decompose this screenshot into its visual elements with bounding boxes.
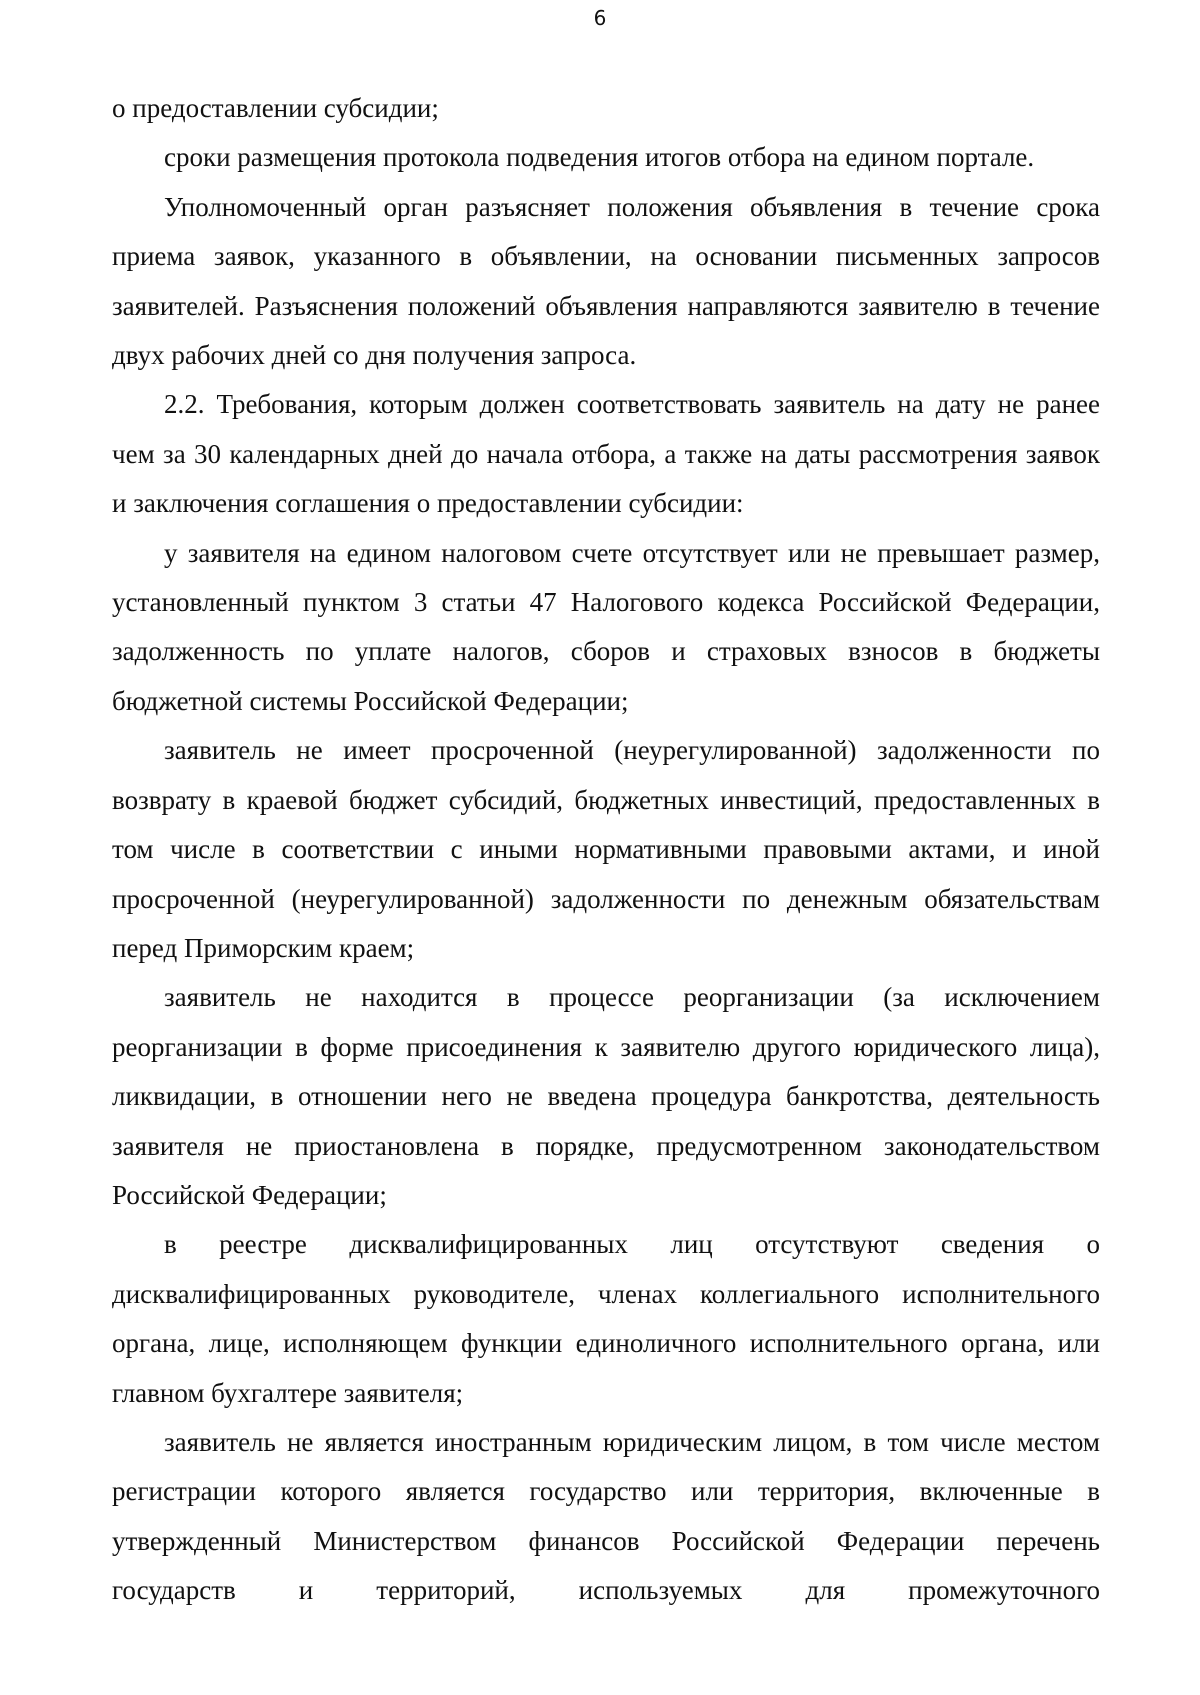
page-number: 6 bbox=[593, 6, 607, 30]
paragraph-disqualified-persons: в реестре дисквалифицированных лиц отсутствуют сведения о дисквалифицированных руководителе, членах коллегиального исполнительного органа, лице, исполняющем функции единоличного исполнительного органа, или главном бухгалтере заявителя; bbox=[112, 1229, 1100, 1408]
paragraph-foreign-entity: заявитель не является иностранным юридическим лицом, в том числе местом регистрации которого является государство или территория, включенные в утвержденный Министерством финансов Российской Федерации перечень государств и территорий, используемых для промежуточного bbox=[112, 1426, 1100, 1606]
paragraph-section-2-2: 2.2. Требования, которым должен соответствовать заявитель на дату не ранее чем за 30 календарных дней до начала отбора, а также на даты рассмотрения заявок и заключения соглашения о предоставлении субсидии: bbox=[112, 389, 1100, 519]
paragraph-reorganization: заявитель не находится в процессе реорганизации (за исключением реорганизации в форме присоединения к заявителю другого юридического лица), ликвидации, в отношении него не введена процедура банкротства, деятельность заявителя не приостановлена в порядке, предусмотренном законодательством Российской Федерации; bbox=[112, 982, 1100, 1210]
document-body bbox=[112, 84, 1100, 1616]
paragraph-protocol-terms: сроки размещения протокола подведения итогов отбора на едином портале. bbox=[164, 142, 1035, 173]
paragraph-subsidy-provision: о предоставлении субсидии; bbox=[112, 93, 439, 123]
paragraph-tax-debt: у заявителя на едином налоговом счете отсутствует или не превышает размер, установленный пунктом 3 статьи 47 Налогового кодекса Российской Федерации, задолженность по уплате налогов, сборов и страховых взносов в бюджеты бюджетной системы Российской Федерации; bbox=[112, 537, 1100, 716]
paragraph-budget-debt: заявитель не имеет просроченной (неурегулированной) задолженности по возврату в краевой бюджет субсидий, бюджетных инвестиций, предоставленных в том числе в соответствии с иными нормативными правовыми актами, и иной просроченной (неурегулированной) задолженности по денежным обязательствам перед Приморским краем; bbox=[112, 735, 1100, 963]
paragraph-clarifications: Уполномоченный орган разъясняет положения объявления в течение срока приема заявок, указанного в объявлении, на основании письменных запросов заявителей. Разъяснения положений объявления направляются заявителю в течение двух рабочих дней со дня получения запроса. bbox=[112, 191, 1100, 371]
